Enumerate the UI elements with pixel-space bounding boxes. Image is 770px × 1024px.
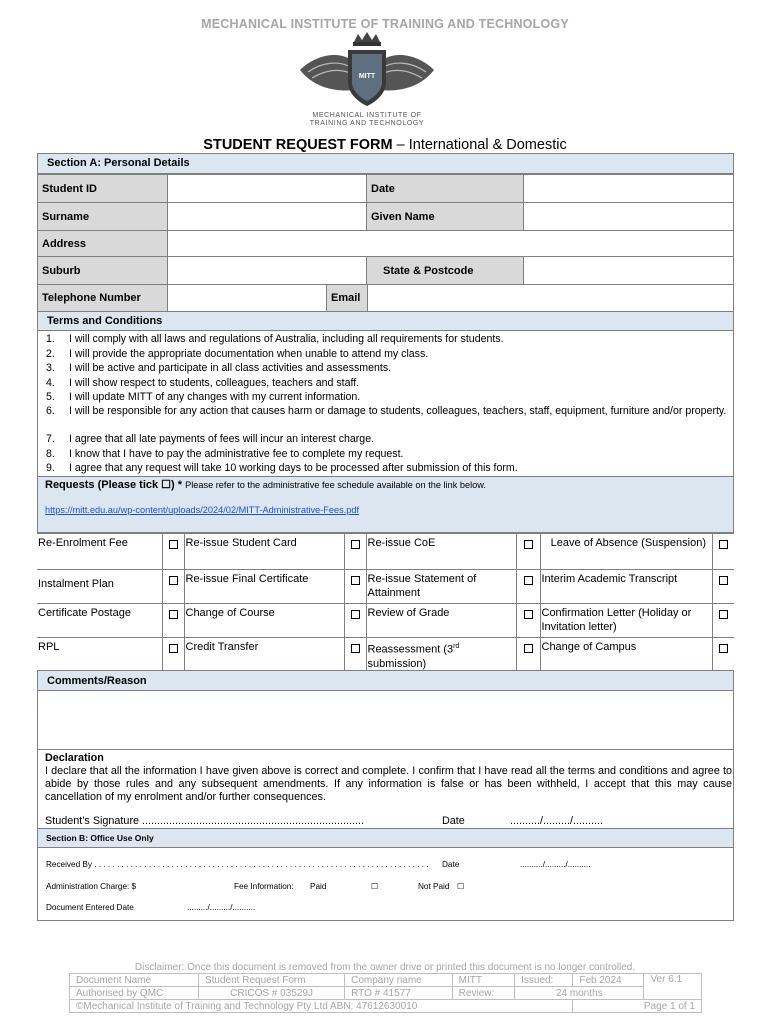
reassessment-tail: submission) [367,657,427,670]
request-label: RPL [37,638,162,674]
checkbox-icon[interactable] [169,540,178,549]
request-label: Review of Grade [366,604,516,638]
paid-checkbox-icon[interactable]: ☐ [371,882,379,891]
term-number: 7. [46,433,55,445]
fee-schedule-link[interactable]: https://mitt.edu.au/wp-content/uploads/2024/02/MITT-Administrative-Fees.pdf [45,505,360,515]
term-text: I will be active and participate in all class activities and assessments. [69,362,392,374]
request-checkbox[interactable] [516,570,540,604]
checkbox-icon[interactable] [351,576,360,585]
request-checkbox[interactable] [712,604,734,638]
student-id-field[interactable] [167,174,367,203]
request-checkbox[interactable] [516,638,540,674]
request-checkbox[interactable] [162,534,184,570]
state-postcode-label: State & Postcode [366,256,524,285]
form-title [0,137,770,153]
request-checkbox[interactable] [344,638,366,674]
document-entered-label: Document Entered Date [46,903,134,912]
term-number: 8. [46,447,55,460]
terms-list [46,332,736,476]
request-label: Change of Course [184,604,344,638]
logo-badge-text: MITT [358,73,376,80]
page-number: Page 1 of 1 [573,1000,702,1013]
telephone-label: Telephone Number [37,284,168,312]
checkbox-icon[interactable] [169,644,178,653]
request-label: Leave of Absence (Suspension) [540,534,712,570]
email-label: Email [326,284,368,312]
telephone-field[interactable] [167,284,327,312]
request-checkbox[interactable] [344,570,366,604]
student-id-label: Student ID [37,174,168,203]
request-label: Re-issue Student Card [184,534,344,570]
copyright: ©Mechanical Institute of Training and Technology Pty Ltd ABN: 47612630010 [70,1000,573,1013]
declaration-date-field[interactable]: ........../........./.......... [510,815,603,827]
footer-table [69,973,702,1013]
checkbox-icon[interactable] [351,610,360,619]
request-label: Re-issue CoE [366,534,516,570]
declaration-date-label: Date [442,815,465,827]
office-use-box [37,847,734,921]
checkbox-icon[interactable] [719,610,728,619]
reassessment-text: Reassessment (3 [367,643,454,656]
company-label: Company name [345,974,453,987]
request-label: Change of Campus [540,638,712,674]
declaration-text: I declare that all the information I have given above is correct and complete. I confirm that I have read all the terms and conditions and agree to abide by those rules and any subsequent amendments. If any information is false or has been withheld, I accept that this may cause cancellation of my enrolment and/or further consequences. [45,765,732,803]
disclaimer: Disclaimer: Once this document is removed from the owner drive or printed this document is no longer controlled. [134,962,636,973]
request-checkbox[interactable] [516,604,540,638]
checkbox-icon[interactable] [524,540,533,549]
request-checkbox[interactable] [162,570,184,604]
term-text: I know that I have to pay the administrative fee to complete my request. [69,447,404,460]
term-number: 4. [46,376,55,389]
request-checkbox[interactable] [516,534,540,570]
request-label: Interim Academic Transcript [540,570,712,604]
request-checkbox[interactable] [162,604,184,638]
requests-heading: Requests (Please tick ☐) * [45,479,186,491]
section-a-heading: Section A: Personal Details [37,153,734,174]
term-number: 1. [46,333,55,345]
email-field[interactable] [367,284,734,312]
checkbox-icon[interactable] [719,576,728,585]
office-date-field[interactable]: ........../........./.......... [520,860,591,869]
form-title-main: STUDENT REQUEST FORM [203,137,393,153]
checkbox-icon[interactable] [524,644,533,653]
surname-field[interactable] [167,202,367,231]
section-b-heading: Section B: Office Use Only [37,828,734,848]
checkbox-icon[interactable] [351,540,360,549]
checkbox-icon[interactable] [169,576,178,585]
issued-label: Issued: [515,974,573,987]
received-by-field[interactable]: Received By . . . . . . . . . . . . . . . . . . . . . . . . . . . . . . . . . . . . . . . . . . . . . . . . . . . . . . . . . . . . . . . . . . . . . . . . . . [46,860,429,869]
term-text: I will comply with all laws and regulations of Australia, including all requirements for students. [69,333,504,345]
surname-label: Surname [37,202,168,231]
requests-table [37,533,734,674]
request-checkbox[interactable] [712,638,734,674]
requests-header [45,479,515,492]
company: MITT [452,974,514,987]
request-label: Re-Enrolment Fee [37,534,162,570]
request-checkbox[interactable] [344,604,366,638]
checkbox-icon[interactable] [169,610,178,619]
form-title-sub: – International & Domestic [392,137,567,153]
date-label: Date [366,174,524,203]
term-text: I will show respect to students, colleagues, teachers and staff. [69,376,360,389]
request-label: Re-issue Statement of Attainment [366,570,516,604]
checkbox-icon[interactable] [524,576,533,585]
request-label: Certificate Postage [37,604,162,638]
review-period: 24 months [515,987,644,1000]
request-checkbox[interactable] [162,638,184,674]
request-checkbox[interactable] [712,570,734,604]
term-text: I agree that any request will take 10 working days to be processed after submission of this form. [69,462,518,474]
term-number: 6. [46,405,55,417]
given-name-field[interactable] [523,202,734,231]
term-number: 9. [46,462,55,474]
document-entered-date-field[interactable]: ........./........./.......... [187,903,256,912]
comments-heading: Comments/Reason [37,670,734,691]
paid-label: Paid [310,882,327,891]
review-label: Review: [452,987,514,1000]
logo-line-2: TRAINING AND TECHNOLOGY [309,120,425,127]
request-label: Instalment Plan [37,570,162,604]
institute-header: MECHANICAL INSTITUTE OF TRAINING AND TECHNOLOGY [201,17,569,31]
request-label: Confirmation Letter (Holiday or Invitation letter) [540,604,712,638]
given-name-label: Given Name [366,202,524,231]
address-label: Address [37,230,168,257]
term-text: I will provide the appropriate documentation when unable to attend my class. [69,347,429,360]
request-label-reassessment [366,638,516,674]
term-number: 3. [46,362,55,374]
request-label: Re-issue Final Certificate [184,570,344,604]
checkbox-icon[interactable] [719,540,728,549]
logo-line-1: MECHANICAL INSTITUTE OF [312,112,422,119]
logo-text [284,112,450,128]
suburb-label: Suburb [37,256,168,285]
authorised-by: Authorised by QMC [70,987,199,1000]
reassessment-sup: rd [453,643,460,650]
request-checkbox[interactable] [712,534,734,570]
declaration-heading: Declaration [45,752,104,764]
checkbox-icon[interactable] [719,644,728,653]
office-date-label: Date [442,860,460,869]
terms-heading: Terms and Conditions [37,311,734,331]
term-text: I agree that all late payments of fees will incur an interest charge. [69,433,375,445]
checkbox-icon[interactable] [524,610,533,619]
version: Ver 6.1 [644,974,702,1000]
rto: RTO # 41577 [345,987,453,1000]
request-label: Credit Transfer [184,638,344,674]
checkbox-icon[interactable] [351,644,360,653]
cricos: CRICOS # 03529J [198,987,344,1000]
date-field[interactable] [523,174,734,203]
state-postcode-field[interactable] [523,256,734,285]
term-number: 5. [46,391,55,403]
not-paid-checkbox-icon[interactable]: ☐ [457,882,465,891]
doc-name-label: Document Name [70,974,199,987]
address-field[interactable] [167,230,734,257]
admin-charge-label: Administration Charge: $ [46,882,137,891]
issued-date: Feb 2024 [573,974,644,987]
fee-info-label: Fee Information: [234,882,294,891]
doc-name: Student Request Form [198,974,344,987]
suburb-field[interactable] [167,256,367,285]
requests-note: Please refer to the administrative fee schedule available on the link below. [185,480,486,490]
term-text: I will be responsible for any action that causes harm or damage to students, colleagues, teachers, staff, equipment, furniture and/or property. [69,405,727,417]
not-paid-label: Not Paid [418,882,450,891]
term-number: 2. [46,347,55,360]
student-signature-field[interactable]: Student’s Signature .......................................................................... [45,815,365,827]
comments-field[interactable] [37,690,734,750]
request-checkbox[interactable] [344,534,366,570]
term-text: I will update MITT of any changes with my current information. [69,391,361,403]
